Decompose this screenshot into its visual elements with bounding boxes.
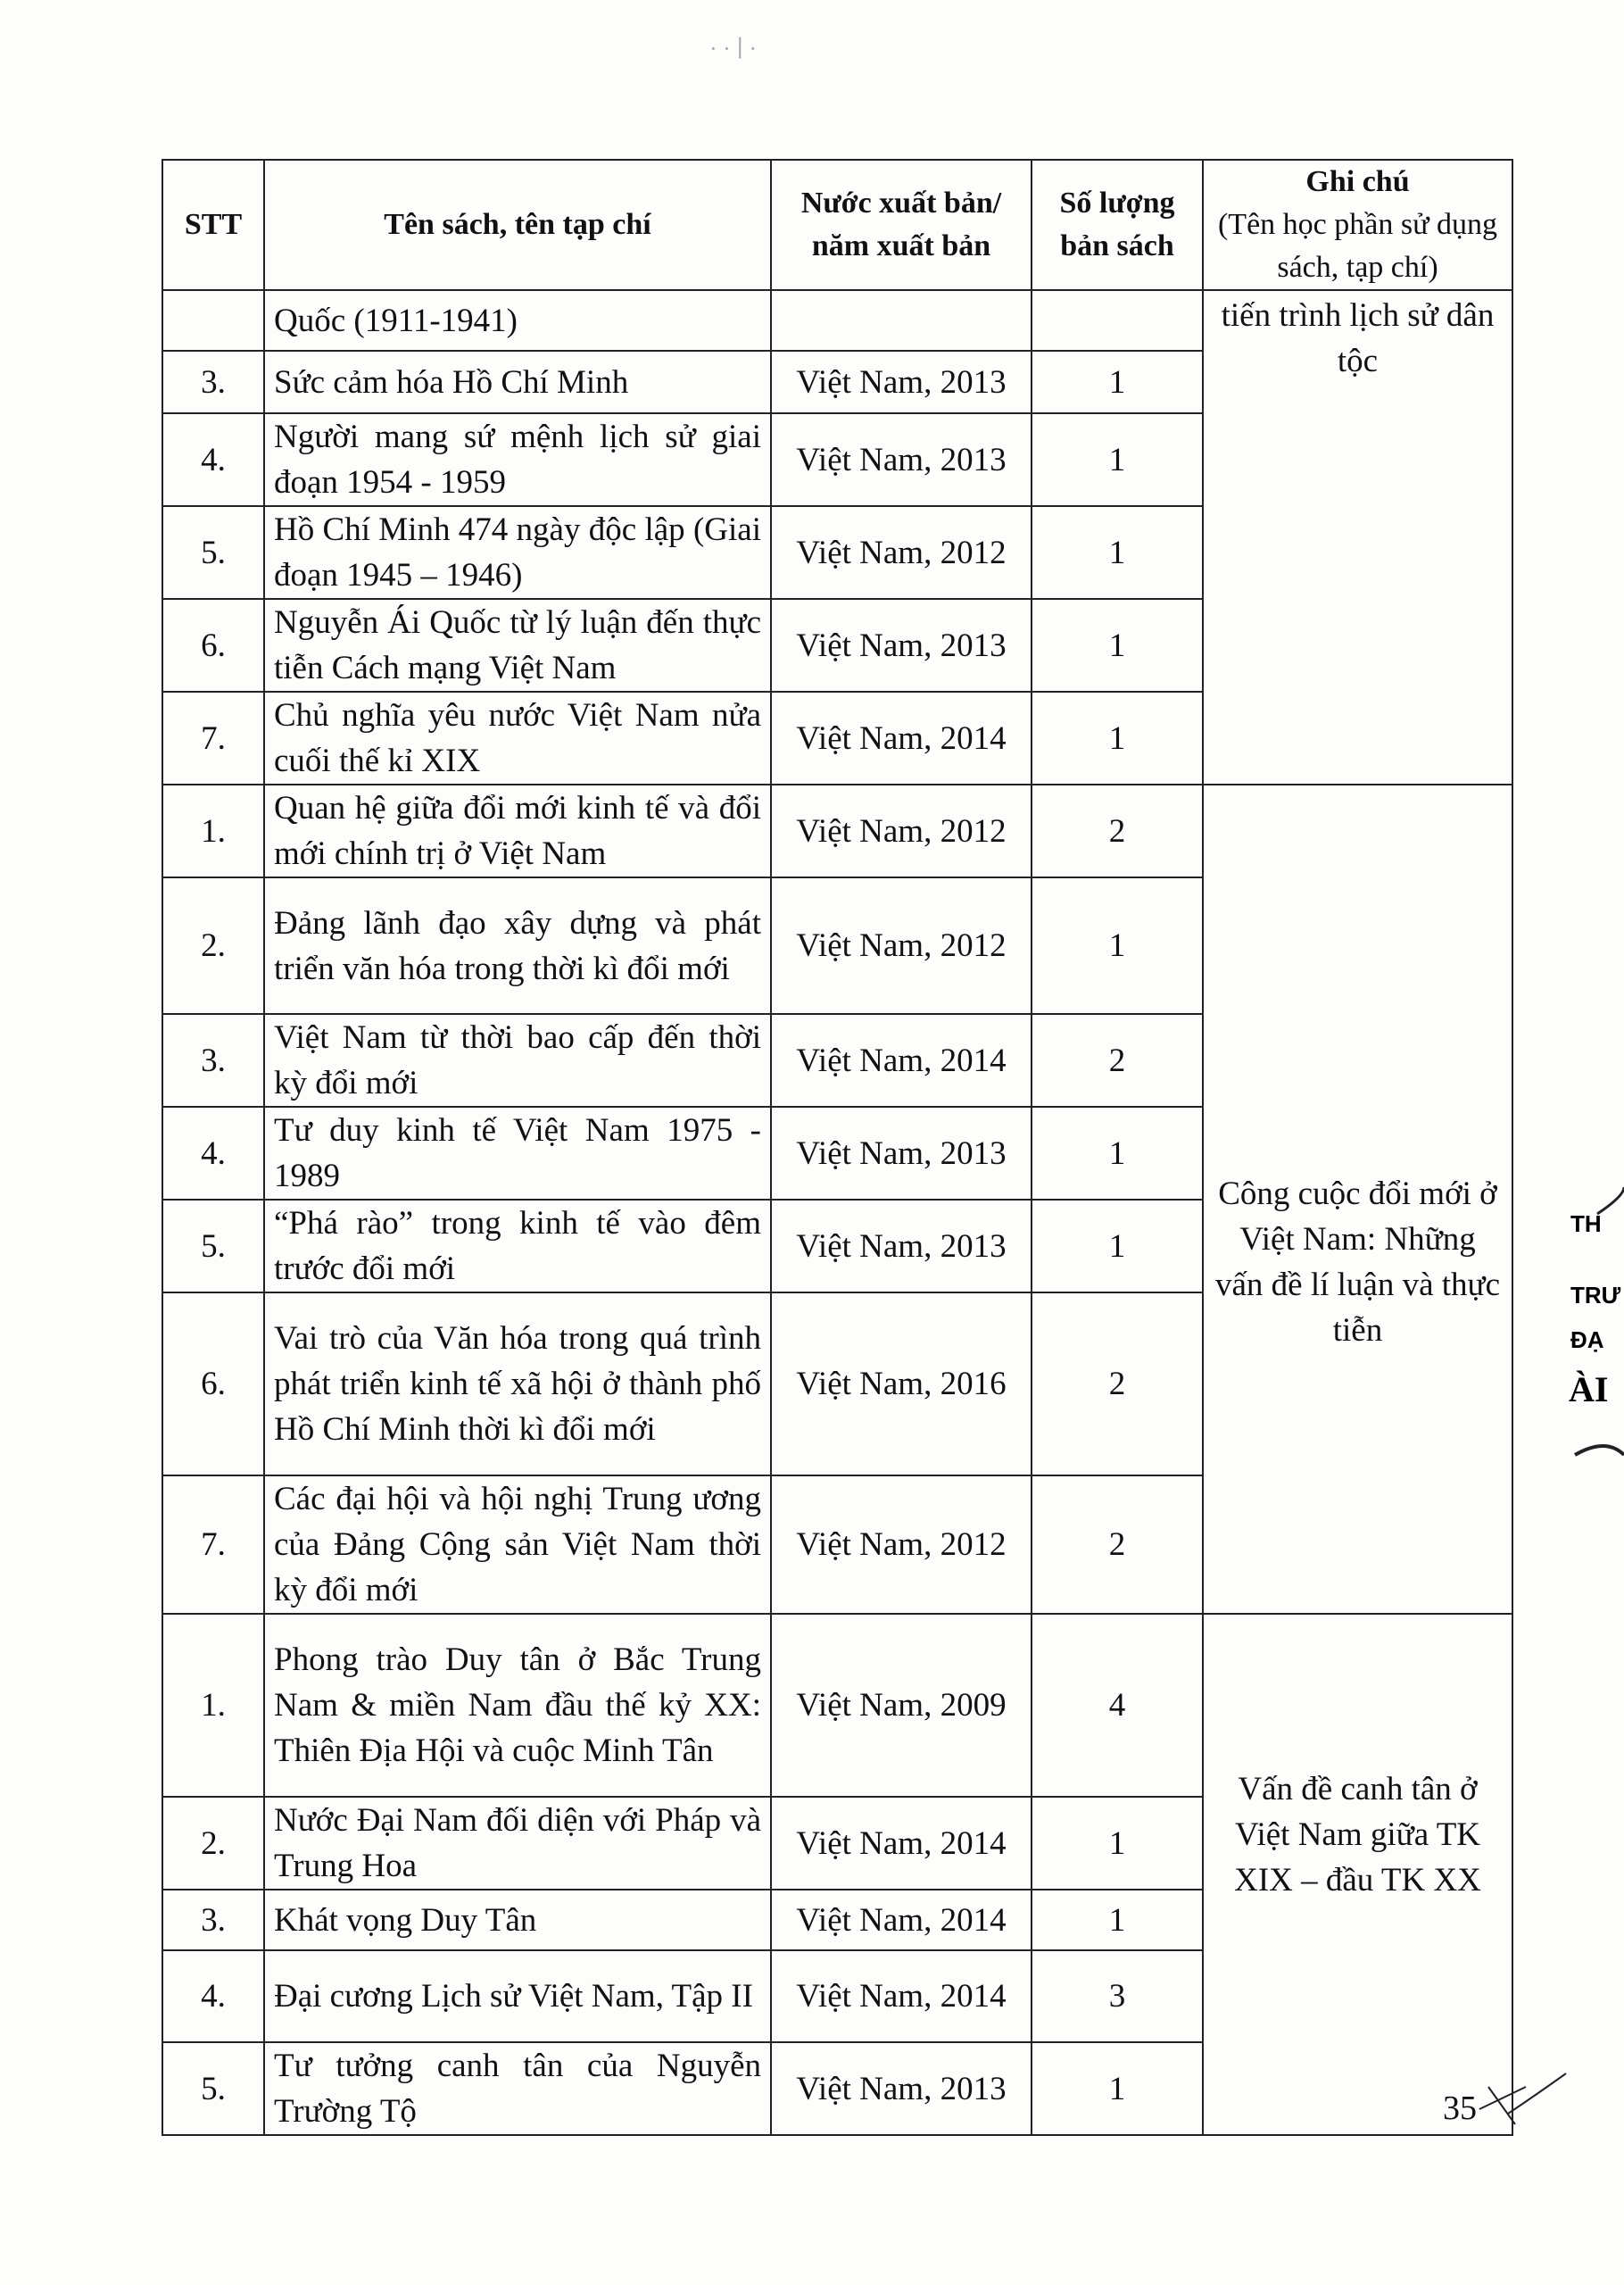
row-publisher: Việt Nam, 2012 [771,1475,1032,1614]
svg-text:TH: TH [1570,1210,1602,1237]
row-quantity: 1 [1032,1797,1203,1890]
book-table [162,159,1513,2136]
row-quantity: 1 [1032,692,1203,785]
row-quantity: 2 [1032,1475,1203,1614]
row-stt: 5. [162,1200,264,1292]
svg-text:TRƯ: TRƯ [1570,1282,1621,1309]
row-publisher: Việt Nam, 2013 [771,351,1032,413]
row-publisher: Việt Nam, 2014 [771,1950,1032,2042]
row-publisher: Việt Nam, 2013 [771,1200,1032,1292]
row-quantity: 1 [1032,599,1203,692]
row-stt: 6. [162,1292,264,1475]
row-note: tiến trình lịch sử dân tộc [1203,290,1512,785]
row-title: Tư tưởng canh tân của Nguyễn Trường Tộ [264,2042,771,2135]
row-quantity [1032,290,1203,351]
row-stt: 4. [162,1107,264,1200]
signature-mark [1472,2069,1570,2131]
row-quantity: 1 [1032,413,1203,506]
scan-artifact: · · ∣ · [709,36,758,62]
row-publisher: Việt Nam, 2013 [771,413,1032,506]
row-stt: 2. [162,877,264,1014]
row-quantity: 4 [1032,1614,1203,1797]
col-note [1203,160,1512,290]
row-stt [162,290,264,351]
row-title: Nước Đại Nam đối diện với Pháp và Trung Hoa [264,1797,771,1890]
row-publisher: Việt Nam, 2014 [771,1797,1032,1890]
row-publisher: Việt Nam, 2014 [771,692,1032,785]
row-quantity: 1 [1032,2042,1203,2135]
row-publisher: Việt Nam, 2016 [771,1292,1032,1475]
row-quantity: 2 [1032,785,1203,877]
note-subheading: (Tên học phần sử dụng sách, tạp chí) [1217,208,1498,284]
table-body [162,290,1512,2135]
row-stt: 5. [162,506,264,599]
row-quantity: 1 [1032,1107,1203,1200]
row-title: Đại cương Lịch sử Việt Nam, Tập II [264,1950,771,2042]
row-publisher: Việt Nam, 2013 [771,599,1032,692]
col-title: Tên sách, tên tạp chí [264,160,771,290]
row-quantity: 2 [1032,1292,1203,1475]
row-stt: 1. [162,1614,264,1797]
row-stt: 1. [162,785,264,877]
row-publisher: Việt Nam, 2014 [771,1890,1032,1950]
row-publisher: Việt Nam, 2012 [771,877,1032,1014]
row-title: Các đại hội và hội nghị Trung ương của Đảng Cộng sản Việt Nam thời kỳ đổi mới [264,1475,771,1614]
table-row [162,785,1512,877]
row-note: Vấn đề canh tân ở Việt Nam giữa TK XIX – đầu TK XX [1203,1614,1512,2135]
row-publisher [771,290,1032,351]
row-title: Nguyễn Ái Quốc từ lý luận đến thực tiễn Cách mạng Việt Nam [264,599,771,692]
col-publisher: Nước xuất bản/ năm xuất bản [771,160,1032,290]
row-title: Quốc (1911-1941) [264,290,771,351]
row-title: Sức cảm hóa Hồ Chí Minh [264,351,771,413]
stamp-fragment [1570,1187,1624,1508]
row-stt: 3. [162,1014,264,1107]
svg-text:ÀI: ÀI [1569,1369,1609,1409]
row-title: Quan hệ giữa đổi mới kinh tế và đổi mới chính trị ở Việt Nam [264,785,771,877]
row-stt: 6. [162,599,264,692]
row-stt: 4. [162,1950,264,2042]
row-title: Khát vọng Duy Tân [264,1890,771,1950]
svg-text:ĐẠ: ĐẠ [1570,1326,1604,1353]
note-heading: Ghi chú [1305,165,1410,198]
row-title: Phong trào Duy tân ở Bắc Trung Nam & miền Nam đầu thế kỷ XX: Thiên Địa Hội và cuộc Minh Tân [264,1614,771,1797]
row-stt: 4. [162,413,264,506]
row-stt: 5. [162,2042,264,2135]
row-quantity: 1 [1032,351,1203,413]
row-publisher: Việt Nam, 2013 [771,2042,1032,2135]
col-stt: STT [162,160,264,290]
row-title: Vai trò của Văn hóa trong quá trình phát triển kinh tế xã hội ở thành phố Hồ Chí Minh thời kì đổi mới [264,1292,771,1475]
row-quantity: 2 [1032,1014,1203,1107]
row-stt: 3. [162,1890,264,1950]
row-title: Chủ nghĩa yêu nước Việt Nam nửa cuối thế kỉ XIX [264,692,771,785]
row-quantity: 3 [1032,1950,1203,2042]
row-quantity: 1 [1032,506,1203,599]
row-title: Tư duy kinh tế Việt Nam 1975 - 1989 [264,1107,771,1200]
row-stt: 7. [162,1475,264,1614]
page-number: 35 [1443,2090,1477,2127]
row-quantity: 1 [1032,1200,1203,1292]
row-quantity: 1 [1032,877,1203,1014]
row-publisher: Việt Nam, 2012 [771,506,1032,599]
row-stt: 3. [162,351,264,413]
row-publisher: Việt Nam, 2012 [771,785,1032,877]
col-quantity: Số lượng bản sách [1032,160,1203,290]
row-title: Đảng lãnh đạo xây dựng và phát triển văn hóa trong thời kì đổi mới [264,877,771,1014]
row-title: Việt Nam từ thời bao cấp đến thời kỳ đổi mới [264,1014,771,1107]
row-quantity: 1 [1032,1890,1203,1950]
row-publisher: Việt Nam, 2009 [771,1614,1032,1797]
row-note: Công cuộc đổi mới ở Việt Nam: Những vấn đề lí luận và thực tiễn [1203,785,1512,1614]
row-title: “Phá rào” trong kinh tế vào đêm trước đổi mới [264,1200,771,1292]
header-row [162,160,1512,290]
row-title: Người mang sứ mệnh lịch sử giai đoạn 1954 - 1959 [264,413,771,506]
row-stt: 2. [162,1797,264,1890]
row-publisher: Việt Nam, 2013 [771,1107,1032,1200]
row-title: Hồ Chí Minh 474 ngày độc lập (Giai đoạn 1945 – 1946) [264,506,771,599]
table-row [162,1614,1512,1797]
table-row [162,290,1512,351]
row-publisher: Việt Nam, 2014 [771,1014,1032,1107]
row-stt: 7. [162,692,264,785]
